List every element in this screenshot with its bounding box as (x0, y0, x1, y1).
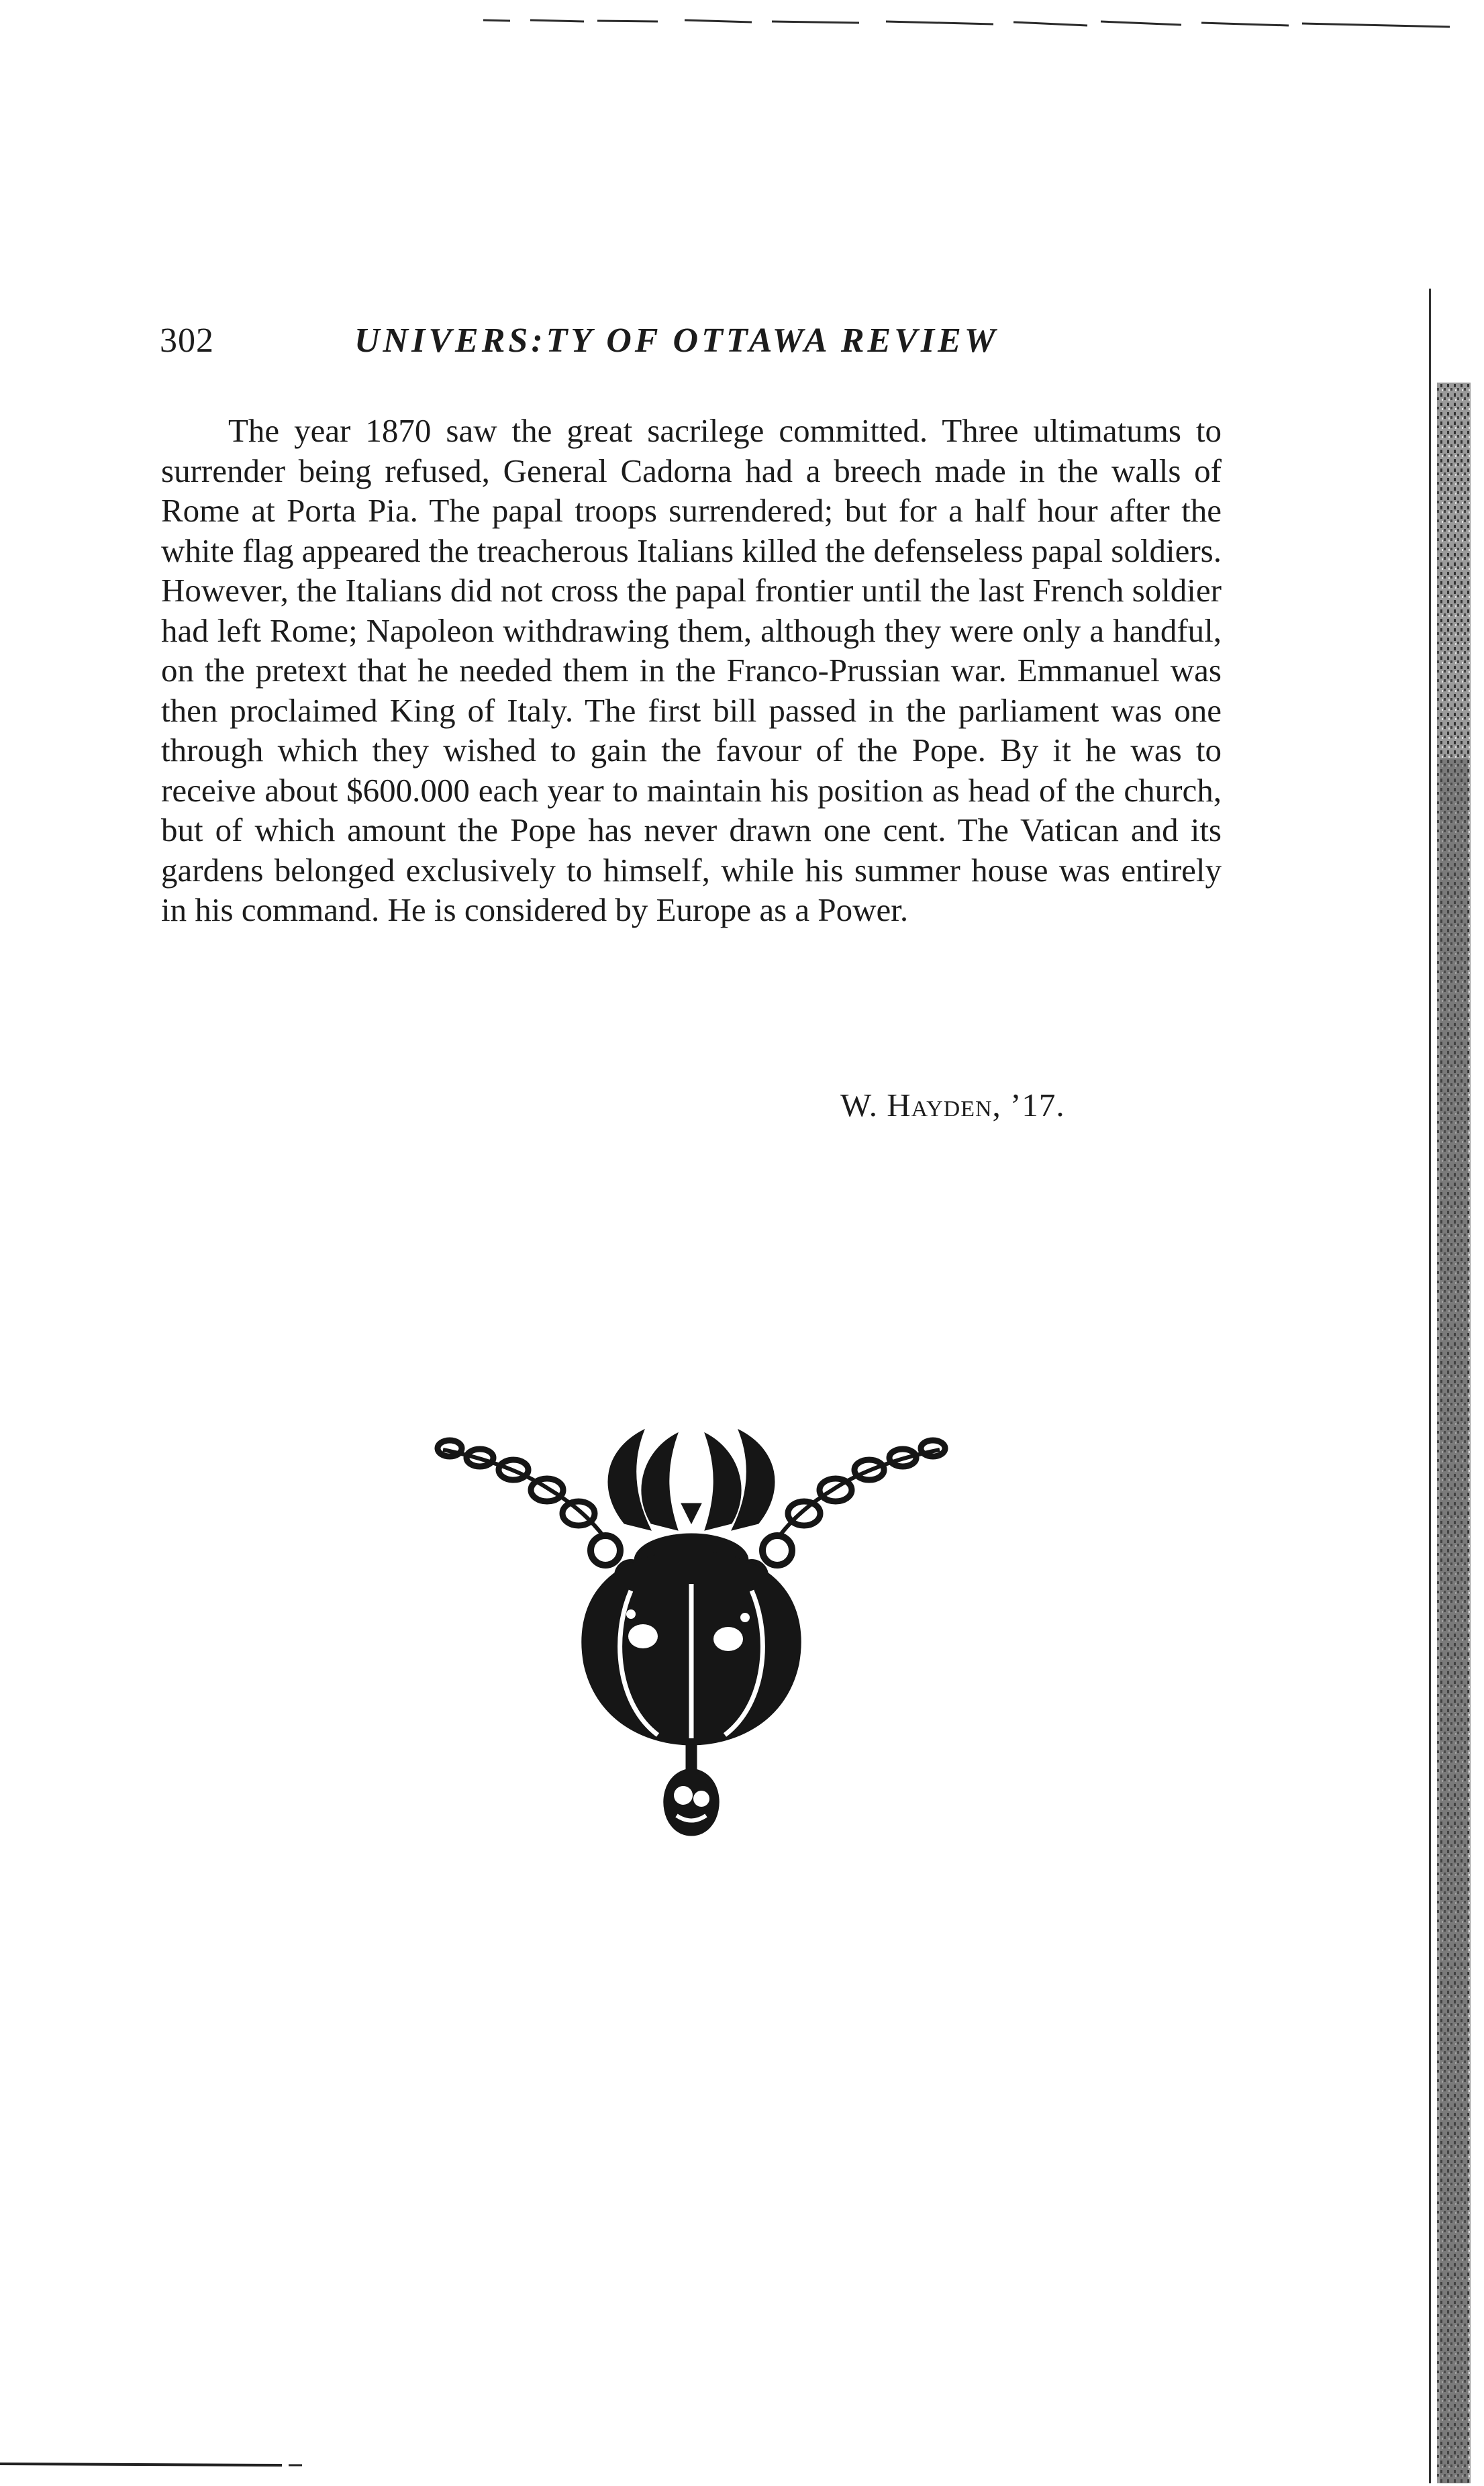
running-header (160, 321, 1247, 375)
floral-vase-ornament-icon (430, 1423, 953, 1852)
signature-name: Hayden (887, 1087, 993, 1124)
signature-year: , ’17. (992, 1087, 1065, 1124)
scan-artifact-bottom (0, 2460, 315, 2473)
author-signature (840, 1086, 1065, 1124)
page-number: 302 (160, 321, 214, 360)
scan-artifact-right-edge (1426, 289, 1473, 2483)
journal-title: UNIVERS:TY OF OTTAWA REVIEW (354, 321, 999, 360)
scan-artifact-top (483, 15, 1450, 35)
signature-initial: W. (840, 1087, 879, 1124)
article-paragraph: The year 1870 saw the great sacrilege committed. Three ultimatums to surrender being refused, General Cadorna had a breech made in the walls of Rome at Porta Pia. The papal troops surrendered; but for a half hour after the white flag appeared the treacherous Italians killed the defenseless papal soldiers. However, the Italians did not cross the papal frontier until the last French soldier had left Rome; Napoleon withdrawing them, although they were only a handful, on the pretext that he needed them in the Franco-Prussian war. Emmanuel was then proclaimed King of Italy. The first bill passed in the parliament was one through which they wished to gain the favour of the Pope. By it he was to receive about $600.000 each year to maintain his position as head of the church, but of which amount the Pope has never drawn one cent. The Vatican and its gardens belonged exclusively to himself, while his summer house was entirely in his command. He is considered by Europe as a Power. (161, 412, 1222, 928)
